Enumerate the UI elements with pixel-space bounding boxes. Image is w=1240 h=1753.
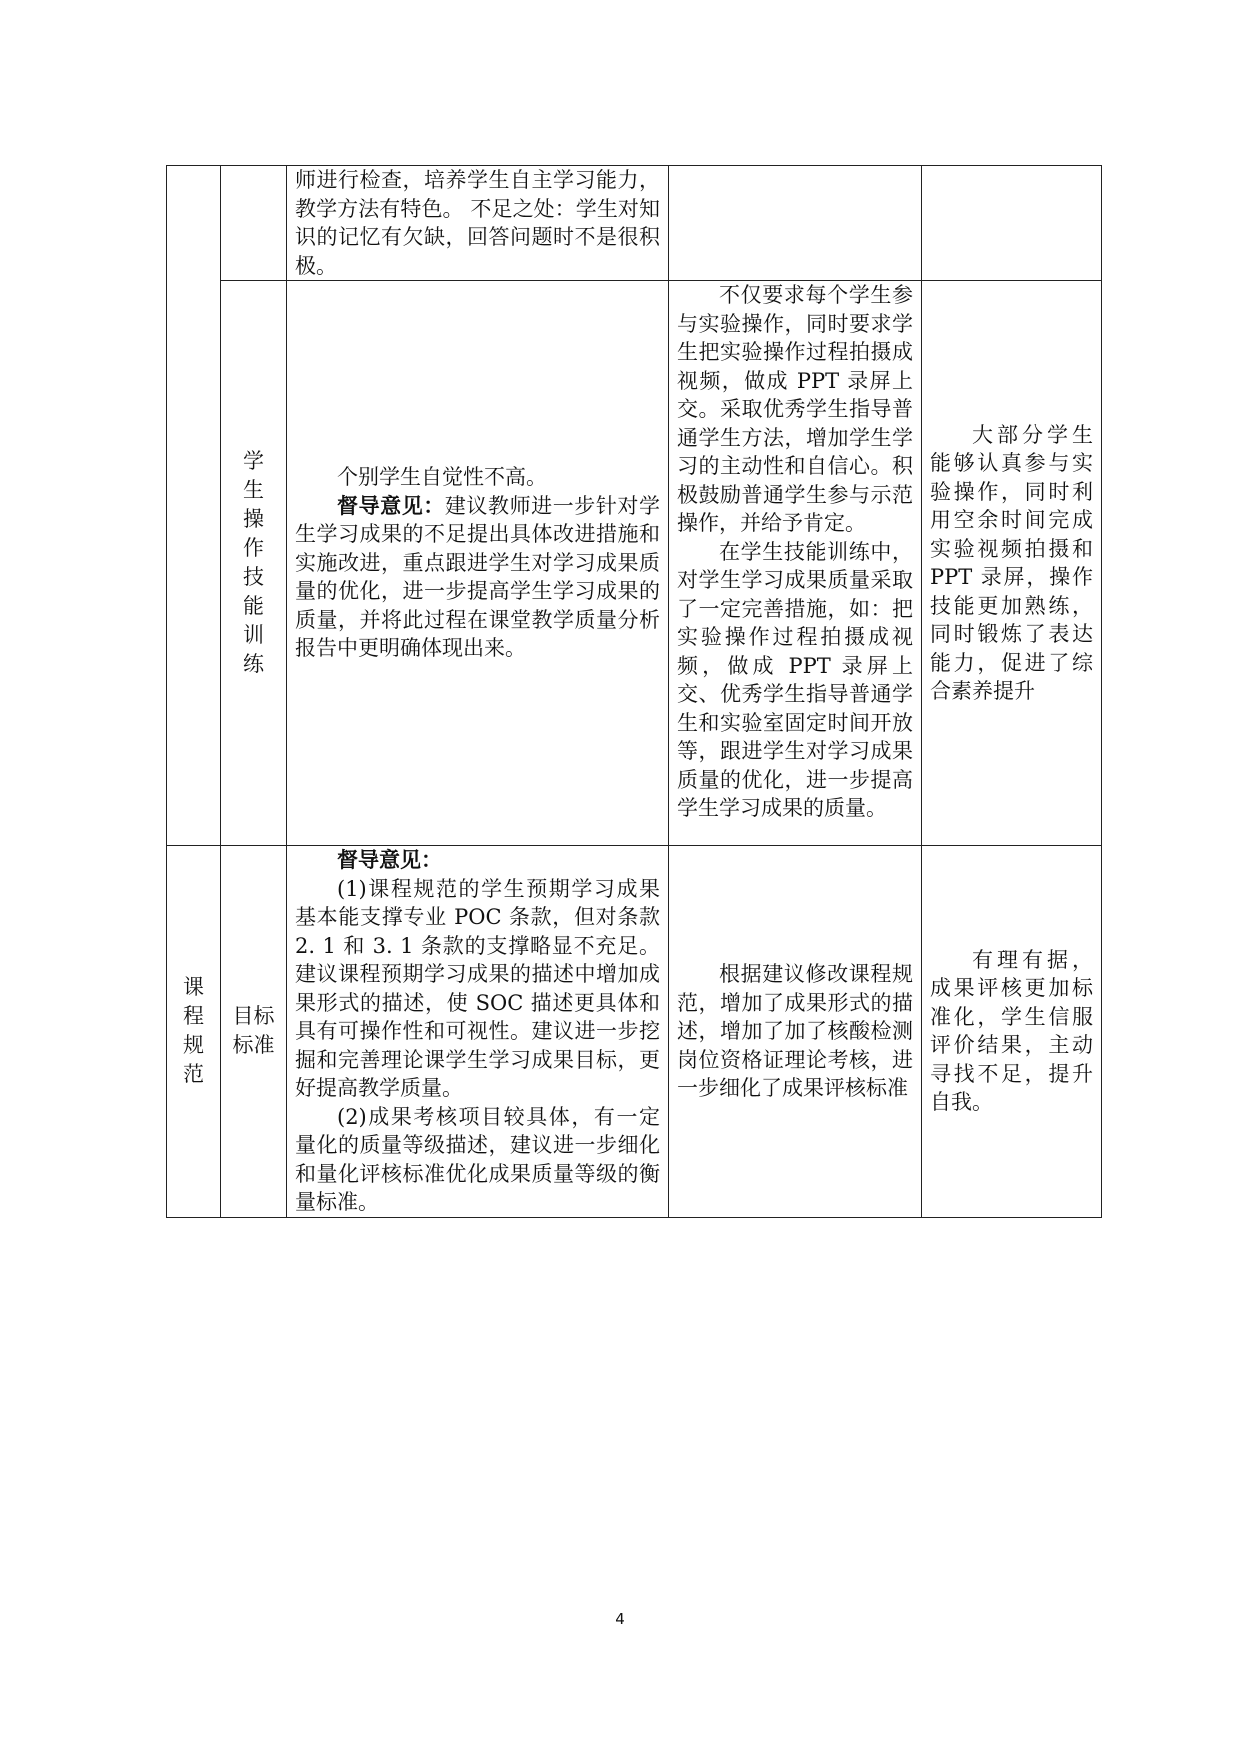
- category-cell-empty: [167, 166, 221, 846]
- category-label: 课程规范: [183, 975, 204, 1087]
- opinion-heading: 督导意见：: [337, 492, 445, 518]
- category-cell: [167, 846, 221, 1218]
- item-cell: [221, 281, 287, 846]
- supervision-cell: [287, 846, 669, 1218]
- supervision-cell: [287, 281, 669, 846]
- table-row: [167, 846, 1102, 1218]
- improvement-text-1: 不仅要求每个学生参与实验操作，同时要求学生把实验操作过程拍摄成视频，做成 PPT 录屏上交。采取优秀学生指导普通学生方法，增加学生学习的主动性和自信心。积极鼓励普通学生参与示范操作，并给予肯定。: [677, 283, 913, 535]
- opinion-heading: 督导意见：: [337, 847, 442, 872]
- supervision-point-1: (1)课程规范的学生预期学习成果基本能支撑专业 POC 条款，但对条款 2. 1 和 3. 1 条款的支撑略显不充足。建议课程预期学习成果的描述中增加成果形式的描述，使 SOC 描述更具体和具有可操作性和可视性。建议进一步挖掘和完善理论课学生学习成果目标，更好提高教学质量。: [295, 876, 660, 1100]
- item-cell: [221, 846, 287, 1218]
- supervision-text: 师进行检查，培养学生自主学习能力，教学方法有特色。 不足之处：学生对知识的记忆有欠缺，回答问题时不是很积极。: [295, 168, 660, 278]
- supervision-issue: 个别学生自觉性不高。: [337, 465, 547, 490]
- effect-cell: [922, 166, 1102, 281]
- improvement-text: 根据建议修改课程规范，增加了成果形式的描述，增加了加了核酸检测岗位资格证理论考核，进一步细化了成果评核标准: [677, 962, 913, 1100]
- page-number: 4: [615, 1610, 625, 1628]
- effect-cell: [922, 281, 1102, 846]
- effect-cell: [922, 846, 1102, 1218]
- table-row: [167, 281, 1102, 846]
- item-cell-empty: [221, 166, 287, 281]
- effect-text: 有理有据，成果评核更加标准化，学生信服评价结果，主动寻找不足，提升自我。: [930, 947, 1093, 1115]
- supervision-point-2: (2)成果考核项目较具体，有一定量化的质量等级描述，建议进一步细化和量化评核标准优化成果质量等级的衡量标准。: [295, 1104, 660, 1214]
- improvement-cell: [669, 281, 922, 846]
- item-label: 目标标准: [232, 1004, 275, 1058]
- supervision-cell: [287, 166, 669, 281]
- table-row: [167, 166, 1102, 281]
- improvement-cell: [669, 846, 922, 1218]
- opinion-text: 建议教师进一步针对学生学习成果的不足提出具体改进措施和实施改进，重点跟进学生对学习成果质量的优化，进一步提高学生学习成果的质量，并将此过程在课堂教学质量分析报告中更明确体现出来。: [295, 493, 661, 661]
- supervision-opinion: [295, 492, 660, 663]
- evaluation-table: [166, 165, 1102, 1218]
- item-label: 学生操作技能训练: [243, 449, 264, 676]
- improvement-text-2: 在学生技能训练中，对学生学习成果质量采取了一定完善措施，如：把实验操作过程拍摄成视频，做成 PPT 录屏上交、优秀学生指导普通学生和实验室固定时间开放等，跟进学生对学习成果质量的优化，进一步提高学生学习成果的质量。: [677, 539, 913, 820]
- improvement-cell: [669, 166, 922, 281]
- effect-text: 大部分学生能够认真参与实验操作，同时利用空余时间完成实验视频拍摄和 PPT 录屏，操作技能更加熟练，同时锻炼了表达能力，促进了综合素养提升: [930, 422, 1093, 703]
